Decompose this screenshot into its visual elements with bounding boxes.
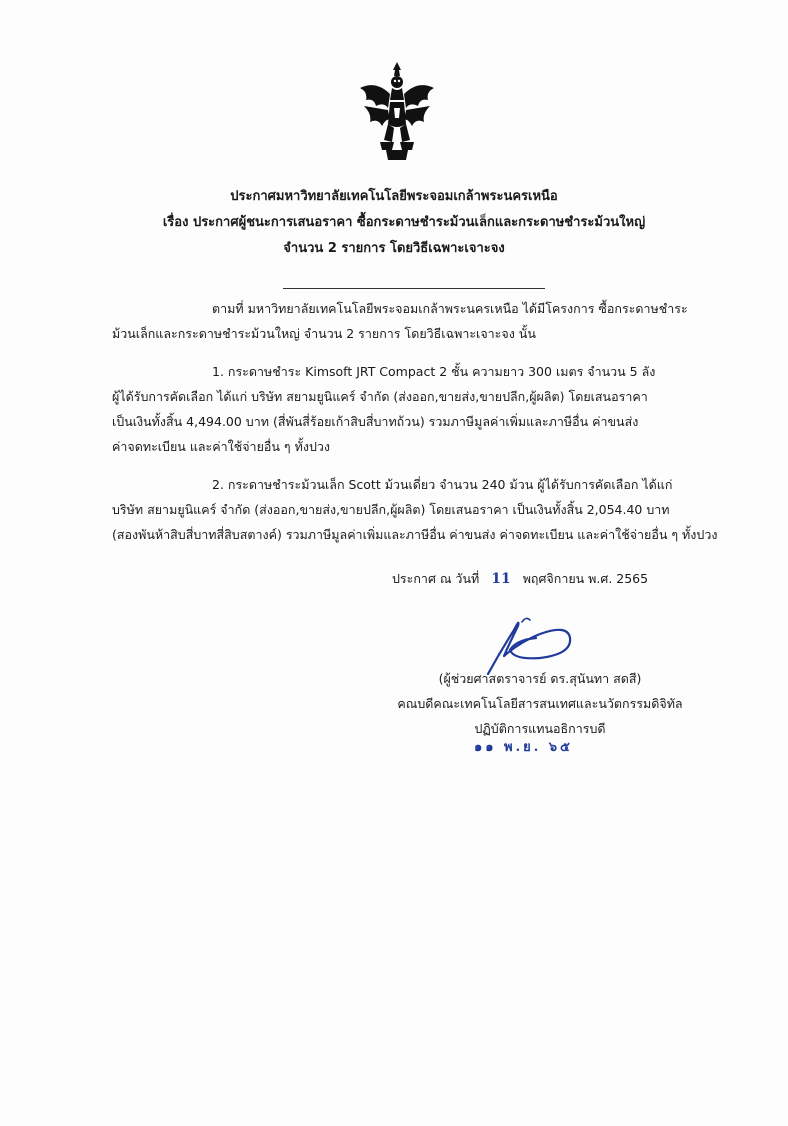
item2-paragraph xyxy=(112,472,737,547)
signer-position: คณบดีคณะเทคโนโลยีสารสนเทศและนวัตกรรมดิจิทัล xyxy=(397,696,683,711)
signer-acting-role: ปฏิบัติการแทนอธิการบดี xyxy=(474,721,606,736)
garuda-emblem-icon xyxy=(356,58,438,162)
header-divider xyxy=(283,288,545,289)
item2-line: บริษัท สยามยูนิแคร์ จำกัด (ส่งออก,ขายส่ง,ขายปลีก,ผู้ผลิต) โดยเสนอราคา เป็นเงินทั้งสิ้น 2,054.40 บาท xyxy=(112,502,670,517)
announcement-day: 11 xyxy=(491,571,511,587)
item1-line: เป็นเงินทั้งสิ้น 4,494.00 บาท (สี่พันสี่ร้อยเก้าสิบสี่บาทถ้วน) รวมภาษีมูลค่าเพิ่มและภาษีอื่น ค่าขนส่ง xyxy=(112,414,639,429)
intro-paragraph xyxy=(112,296,737,346)
intro-line: ตามที่ มหาวิทยาลัยเทคโนโลยีพระจอมเกล้าพระนครเหนือ ได้มีโครงการ ซื้อกระดาษชำระ xyxy=(212,301,688,316)
signer-name: (ผู้ช่วยศาสตราจารย์ ดร.สุนันทา สดสี) xyxy=(438,671,642,686)
header-university-title: ประกาศมหาวิทยาลัยเทคโนโลยีพระจอมเกล้าพระนครเหนือ xyxy=(230,189,558,204)
item2-line: 2. กระดาษชำระม้วนเล็ก Scott ม้วนเดี่ยว จำนวน 240 ม้วน ผู้ได้รับการคัดเลือก ได้แก่ xyxy=(212,477,673,492)
announcement-suffix: พฤศจิกายน พ.ศ. 2565 xyxy=(522,571,649,586)
item2-line: (สองพันห้าสิบสี่บาทสี่สิบสตางค์) รวมภาษีมูลค่าเพิ่มและภาษีอื่น ค่าขนส่ง ค่าจดทะเบียน และค่าใช้จ่ายอื่น ๆ ทั้งปวง xyxy=(112,527,718,542)
intro-line: ม้วนเล็กและกระดาษชำระม้วนใหญ่ จำนวน 2 รายการ โดยวิธีเฉพาะเจาะจง นั้น xyxy=(112,326,536,341)
item1-paragraph xyxy=(112,359,737,459)
item1-line: 1. กระดาษชำระ Kimsoft JRT Compact 2 ชั้น ความยาว 300 เมตร จำนวน 5 ลัง xyxy=(212,364,656,379)
document-body xyxy=(112,296,737,547)
header-subject-detail: จำนวน 2 รายการ โดยวิธีเฉพาะเจาะจง xyxy=(283,241,505,256)
item1-line: ค่าจดทะเบียน และค่าใช้จ่ายอื่น ๆ ทั้งปวง xyxy=(112,439,331,454)
header-subject: เรื่อง ประกาศผู้ชนะการเสนอราคา ซื้อกระดาษชำระม้วนเล็กและกระดาษชำระม้วนใหญ่ xyxy=(162,215,646,230)
item1-line: ผู้ได้รับการคัดเลือก ได้แก่ บริษัท สยามยูนิแคร์ จำกัด (ส่งออก,ขายส่ง,ขายปลีก,ผู้ผลิต) โดยเสนอราคา xyxy=(112,389,648,404)
handwritten-date: ๑๑ พ.ย. ๖๕ xyxy=(474,740,573,755)
signer-block xyxy=(360,666,720,741)
announcement-prefix: ประกาศ ณ วันที่ xyxy=(392,571,480,586)
announcement-date xyxy=(392,566,648,592)
document-header xyxy=(0,184,788,262)
